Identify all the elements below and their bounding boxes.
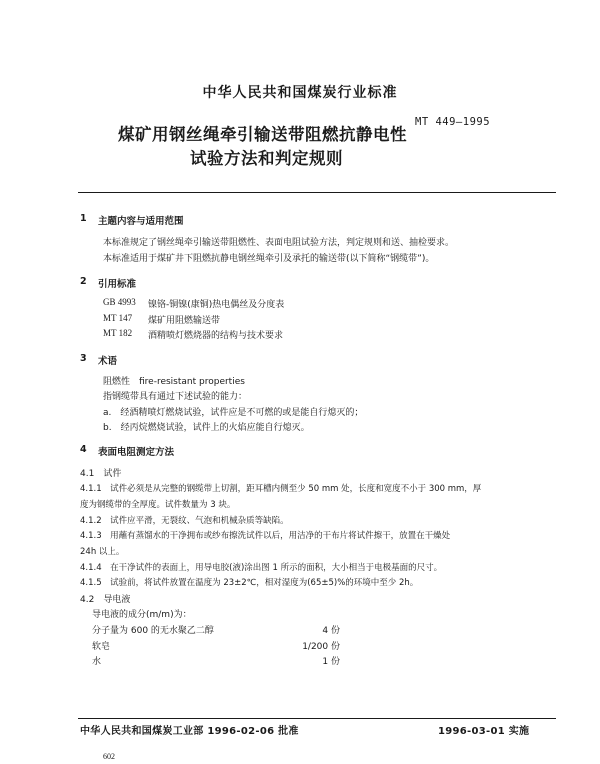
- standard-title-line-2: 试验方法和判定规则: [190, 149, 343, 168]
- component-name: 水: [92, 657, 102, 667]
- approval-line: 中华人民共和国煤炭工业部 1996-02-06 批准: [80, 726, 299, 737]
- term-definition: 指钢缆带具有通过下述试验的能力：: [103, 392, 248, 402]
- section-4-number: 4: [80, 444, 87, 455]
- section-1-title: 主题内容与适用范围: [98, 216, 184, 227]
- conductive-liquid-intro: 导电液的成分(m/m)为：: [92, 610, 192, 620]
- section-3-title: 术语: [98, 356, 118, 367]
- reference-name: 酒精喷灯燃烧器的结构与技术要求: [148, 331, 284, 341]
- component-amount: 1/200 份: [302, 642, 340, 652]
- component-amount: 4 份: [322, 626, 340, 636]
- clause-4-1: 4.1 试件: [80, 469, 122, 479]
- clause-4-1-3: 4.1.3 用蘸有蒸馏水的干净拥布或纱布擦洗试件以后，用洁净的干布片将试件擦干，放置在干燥处: [80, 531, 451, 541]
- implementation-date: 1996-03-01 实施: [438, 726, 530, 737]
- section-4-title: 表面电阻测定方法: [98, 447, 175, 458]
- clause-4-1-4: 4.1.4 在干净试件的表面上，用导电胶(液)涂出图 1 所示的面积，大小相当于电极基面的尺寸。: [80, 563, 443, 573]
- header-divider: [78, 192, 556, 193]
- section-3-number: 3: [80, 353, 87, 364]
- footer-divider: [78, 718, 556, 719]
- term-item-a: a. 经酒精喷灯燃烧试验，试件应是不可燃的或是能自行熄灭的；: [103, 408, 364, 418]
- reference-name: 煤矿用阻燃输送带: [148, 316, 221, 326]
- component-amount: 1 份: [322, 657, 340, 667]
- clause-4-1-1-continued: 度为钢缆带的全厚度。试件数量为 3 块。: [80, 500, 236, 510]
- section-1-paragraph-2: 本标准适用于煤矿井下阻燃抗静电钢丝绳牵引及承托的输送带(以下简称“钢缆带”)。: [103, 254, 435, 264]
- term-entry: 阻燃性 fire-resistant properties: [103, 377, 245, 387]
- standard-title-line-1: 煤矿用钢丝绳牵引输送带阻燃抗静电性: [118, 125, 407, 144]
- clause-4-2: 4.2 导电液: [80, 595, 131, 605]
- section-1-number: 1: [80, 213, 87, 224]
- clause-4-1-5: 4.1.5 试验前，将试件放置在温度为 23±2℃，相对湿度为(65±5)%的环境中至少 2h。: [80, 578, 419, 588]
- component-name: 软皂: [92, 642, 111, 652]
- section-1-paragraph-1: 本标准规定了钢丝绳牵引输送带阻燃性、表面电阻试验方法，判定规则和送、抽检要求。: [103, 238, 455, 248]
- issuing-body: 中华人民共和国煤炭行业标准: [202, 85, 398, 101]
- clause-4-1-2: 4.1.2 试件应平滑，无裂纹、气泡和机械杂质等缺陷。: [80, 516, 289, 526]
- page-number: 602: [103, 752, 115, 761]
- standard-code: MT 449—1995: [415, 116, 491, 128]
- section-2-title: 引用标准: [98, 279, 137, 290]
- section-2-number: 2: [80, 276, 87, 287]
- reference-code: MT 182: [103, 328, 133, 338]
- term-item-b: b. 经丙烷燃烧试验，试件上的火焰应能自行熄灭。: [103, 423, 310, 433]
- reference-name: 镍铬-铜镍(康铜)热电偶丝及分度表: [148, 300, 285, 310]
- clause-4-1-3-continued: 24h 以上。: [80, 547, 125, 557]
- component-name: 分子量为 600 的无水聚乙二醇: [92, 626, 214, 636]
- reference-code: MT 147: [103, 313, 133, 323]
- clause-4-1-1: 4.1.1 试件必须是从完整的钢缆带上切割，距耳槽内侧至少 50 mm 处，长度和宽度不小于 300 mm，厚: [80, 484, 482, 494]
- reference-code: GB 4993: [103, 297, 136, 307]
